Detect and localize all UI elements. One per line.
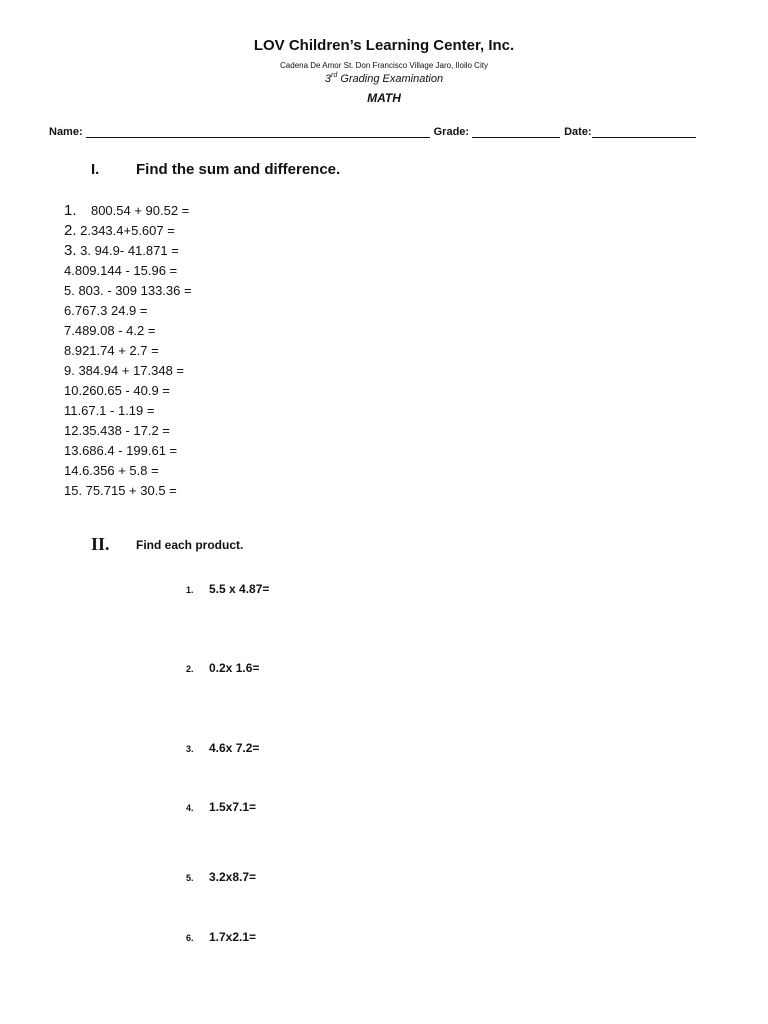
list-item — [64, 401, 192, 421]
item-expression: 0.2x 1.6= — [209, 661, 260, 675]
list-item — [64, 421, 192, 441]
item-number: 2. — [64, 222, 77, 239]
item-number: 6. — [186, 933, 194, 943]
section-2-number: II. — [91, 534, 110, 554]
item-number: 5. — [186, 873, 194, 883]
item-expression: 11.67.1 - 1.19 = — [64, 403, 155, 418]
item-expression: 4.6x 7.2= — [209, 741, 260, 755]
grade-label: Grade: — [433, 126, 470, 138]
item-expression: 13.686.4 - 199.61 = — [64, 443, 178, 458]
item-expression: 6.767.3 24.9 = — [64, 303, 148, 318]
date-blank-line[interactable] — [592, 125, 696, 138]
section-1-number: I. — [91, 161, 100, 178]
list-item — [64, 381, 192, 401]
item-number: 4. — [186, 803, 194, 813]
list-item — [64, 361, 192, 381]
item-number: 3. — [64, 242, 77, 259]
list-item — [64, 321, 192, 341]
sum-difference-list — [64, 201, 192, 501]
name-label: Name: — [49, 126, 83, 138]
product-item — [186, 928, 256, 946]
item-expression: 3. 94.9- 41.871 = — [76, 243, 179, 258]
date-label: Date: — [564, 126, 592, 138]
exam-ordinal-suffix: rd — [331, 72, 338, 79]
item-expression: 10.260.65 - 40.9 = — [64, 383, 170, 398]
school-address: Cadena De Amor St. Don Francisco Village Jaro, Iloilo City — [280, 61, 488, 70]
list-item — [64, 441, 192, 461]
item-expression: 7.489.08 - 4.2 = — [64, 323, 156, 338]
list-item — [64, 261, 192, 281]
item-expression: 5.5 x 4.87= — [209, 582, 270, 596]
exam-title-text: Grading Examination — [337, 73, 444, 85]
item-expression: 9. 384.94 + 17.348 = — [64, 363, 184, 378]
school-name: LOV Children’s Learning Center, Inc. — [253, 37, 515, 54]
product-item — [186, 868, 256, 886]
item-expression: 5. 803. - 309 133.36 = — [64, 283, 192, 298]
list-item — [64, 301, 192, 321]
subject-title: MATH — [367, 91, 401, 105]
list-item — [64, 281, 192, 301]
product-item — [186, 580, 269, 598]
product-item — [186, 739, 259, 757]
item-number: 3. — [186, 744, 194, 754]
list-item — [64, 221, 192, 241]
item-number: 1. — [186, 585, 194, 595]
exam-title — [0, 73, 768, 85]
item-expression: 4.809.144 - 15.96 = — [64, 263, 178, 278]
exam-ordinal: 3 — [324, 73, 332, 85]
section-1-title: Find the sum and difference. — [136, 161, 341, 178]
item-expression: 15. 75.715 + 30.5 = — [64, 483, 177, 498]
item-number: 2. — [186, 664, 194, 674]
item-expression: 1.5x7.1= — [209, 800, 257, 814]
item-expression: 2.343.4+5.607 = — [76, 223, 175, 238]
item-expression: 12.35.438 - 17.2 = — [64, 423, 170, 438]
list-item — [64, 241, 192, 261]
item-number: 1. — [64, 202, 77, 219]
item-expression: 800.54 + 90.52 = — [76, 203, 190, 218]
list-item — [64, 201, 192, 221]
list-item — [64, 461, 192, 481]
list-item — [64, 341, 192, 361]
name-blank-line[interactable] — [86, 125, 430, 138]
product-item — [186, 798, 256, 816]
product-item — [186, 659, 259, 677]
grade-blank-line[interactable] — [472, 125, 560, 138]
student-info-row — [49, 125, 696, 138]
item-expression: 3.2x8.7= — [209, 870, 257, 884]
section-2-title: Find each product. — [136, 538, 244, 552]
item-expression: 8.921.74 + 2.7 = — [64, 343, 159, 358]
item-expression: 1.7x2.1= — [209, 930, 257, 944]
list-item — [64, 481, 192, 501]
item-expression: 14.6.356 + 5.8 = — [64, 463, 159, 478]
